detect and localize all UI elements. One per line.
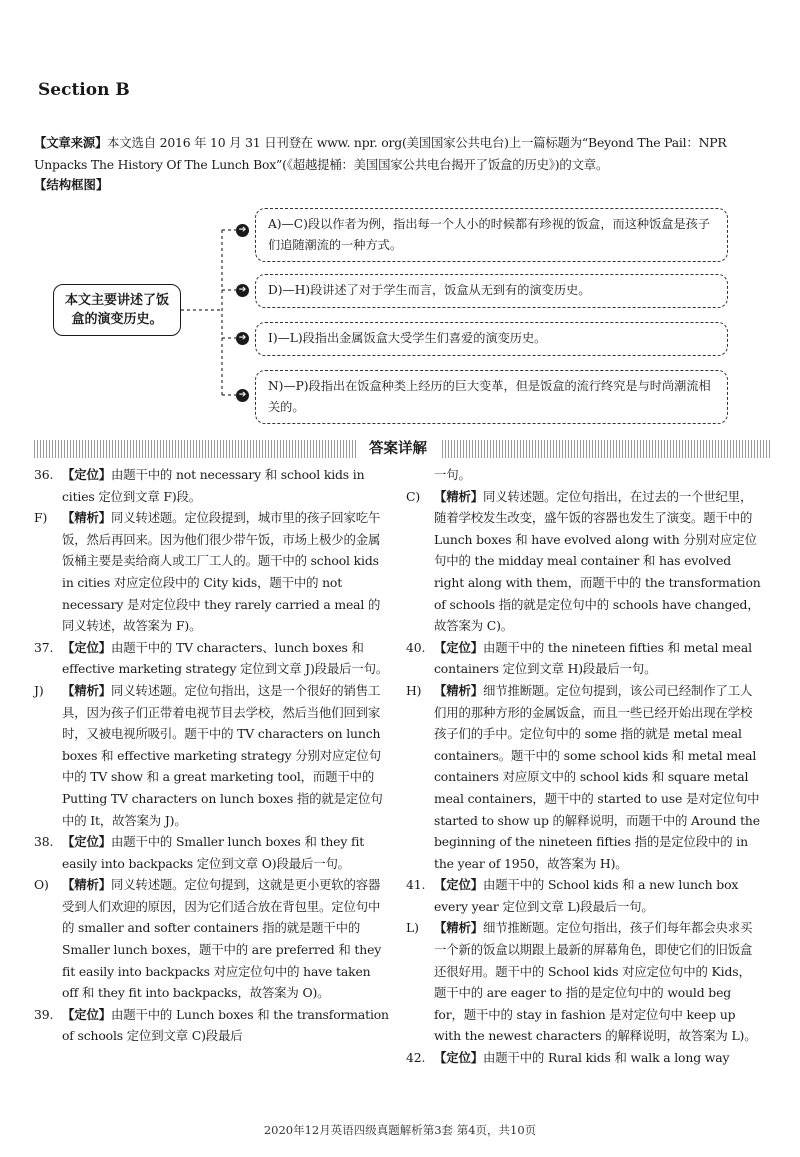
entry-number: J) <box>34 682 44 698</box>
entry-text: 由题干中的 Smaller lunch boxes 和 they fit easily into backpacks 定位到文章 O)段最后一句。 <box>62 834 365 871</box>
framework-branch: A)—C)段以作者为例，指出每一个人小的时候都有珍视的饭盒，而这种饭盒是孩子们追随潮流的一种方式。 <box>255 208 728 262</box>
entry-number: 42. <box>406 1050 426 1066</box>
framework-branch: I)—L)段指出金属饭盒大受学生们喜爱的演变历史。 <box>255 322 728 356</box>
entry-text: 同义转述题。定位句指出，在过去的一个世纪里，随着学校发生改变，盛午饭的容器也发生了演变。题干中的 Lunch boxes 和 have evolved along with 分别对应定位句中的 the midday meal container 和 has evolved right along with them，而题干中的 the transformation of schools 指的就是定位句中的 schools have changed，故答案为 C)。 <box>434 488 761 634</box>
entry-number: H) <box>406 682 422 698</box>
entry-tag: 【精析】 <box>62 510 111 526</box>
entry-text: 由题干中的 Rural kids 和 walk a long way <box>482 1050 730 1066</box>
answer-entry <box>406 486 762 637</box>
entry-tag: 【精析】 <box>434 920 483 936</box>
entry-number: L) <box>406 920 419 936</box>
source-text: 本文选自 2016 年 10 月 31 日刊登在 www. npr. org(美国国家公共电台)上一篇标题为“Beyond The Pail：NPR Unpacks The History Of The Lunch Box”(《超越提桶：美国国家公共电台揭开了饭盒的历史》)的文章。 <box>34 135 727 172</box>
framework-heading: 【结构框图】 <box>34 177 109 192</box>
entry-tag: 【定位】 <box>62 639 111 655</box>
entry-tag: 【精析】 <box>62 877 111 893</box>
entry-text: 细节推断题。定位句提到，该公司已经制作了工人们用的那种方形的金属饭盒，而且一些已经开始出现在学校孩子们的手中。定位句中的 some 指的就是 metal meal containers。题干中的 some school kids 和 metal meal containers 对应原文中的 school kids 和 square metal meal containers，题干中的 started to use 是对定位句中 started to show up 的解释说明，而题干中的 Around the beginning of the nineteen fifties 指的是定位段中的 in the year of 1950，故答案为 H)。 <box>434 682 760 871</box>
answer-entry <box>406 874 762 917</box>
answer-entry <box>34 1004 390 1047</box>
entry-number: 36. <box>34 467 54 482</box>
entry-text: 一句。 <box>434 467 471 482</box>
arrow-icon: ➔ <box>236 332 249 345</box>
entry-tag: 【精析】 <box>434 682 483 698</box>
answer-entry <box>34 507 390 637</box>
entry-number: F) <box>34 510 48 526</box>
answer-entry <box>34 464 390 507</box>
entry-number: O) <box>34 877 49 893</box>
entry-text: 由题干中的 Lunch boxes 和 the transformation of schools 定位到文章 C)段最后 <box>62 1006 389 1044</box>
entry-text: 同义转述题。定位段提到，城市里的孩子回家吃午饭，然后再回来。因为他们很少带午饭，市场上极少的金属饭桶主要是卖给商人或工厂工人的。题干中的 school kids in cities 对应定位段中的 City kids，题干中的 not necessary 是对定位段中 they rarely carried a meal 的同义转述，故答案为 F)。 <box>62 510 381 634</box>
framework-summary: 本文主要讲述了饭盒的演变历史。 <box>53 284 181 336</box>
source-tag: 【文章来源】 <box>34 135 108 150</box>
entry-text: 由题干中的 TV characters、lunch boxes 和 effective marketing strategy 定位到文章 J)段最后一句。 <box>62 639 389 677</box>
entry-tag: 【定位】 <box>62 467 111 482</box>
page-footer: 2020年12月英语四级真题解析第3套 第4页，共10页 <box>263 1123 537 1137</box>
entry-tag: 【定位】 <box>434 1050 483 1066</box>
answer-entry <box>34 680 390 831</box>
left-column <box>34 464 390 1047</box>
answer-entry <box>406 680 762 874</box>
answers-heading: 答案详解 <box>356 438 440 460</box>
entry-number: 38. <box>34 834 54 850</box>
entry-text: 细节推断题。定位句指出，孩子们每年都会央求买一个新的饭盒以期跟上最新的屏幕角色，即使它们的旧饭盒还很好用。题干中的 School kids 对应定位句中的 Kids，题干中的 are eager to 指的是定位句中的 would beg for，题干中的 stay in fashion 是对定位句中 keep up with the newest characters 的解释说明，故答案为 L)。 <box>434 920 757 1044</box>
answer-entry-continuation <box>406 464 762 486</box>
entry-text: 同义转述题。定位句指出，这是一个很好的销售工具，因为孩子们正带着电视节目去学校，然后当他们回到家时，又被电视所吸引。题干中的 TV characters on lunch boxes 和 effective marketing strategy 分别对应定位句中的 TV show 和 a great marketing tool，而题干中的 Putting TV characters on lunch boxes 指的就是定位句中的 It，故答案为 J)。 <box>62 682 383 828</box>
answer-entry <box>34 874 390 1004</box>
arrow-icon: ➔ <box>236 224 249 237</box>
entry-tag: 【定位】 <box>62 1006 111 1022</box>
entry-number: 41. <box>406 877 426 893</box>
entry-text: 由题干中的 the nineteen fifties 和 metal meal containers 定位到文章 H)段最后一句。 <box>434 639 752 677</box>
entry-text: 同义转述题。定位句提到，这就是更小更软的容器受到人们欢迎的原因，因为它们适合放在背包里。定位句中的 smaller and softer containers 指的就是题干中的 Smaller lunch boxes，题干中的 are preferred 和 they fit easily into backpacks 对应定位句中的 have taken off 和 they fit into backpacks，故答案为 O)。 <box>62 877 382 1001</box>
entry-number: 37. <box>34 639 54 655</box>
arrow-icon: ➔ <box>236 389 249 402</box>
entry-text: 由题干中的 School kids 和 a new lunch box every year 定位到文章 L)段最后一句。 <box>434 877 739 914</box>
answer-entry <box>34 637 390 680</box>
framework-branch: N)—P)段指出在饭盒种类上经历的巨大变革，但是饭盒的流行终究是与时尚潮流相关的。 <box>255 370 728 424</box>
framework-branch: D)—H)段讲述了对于学生而言，饭盒从无到有的演变历史。 <box>255 274 728 308</box>
right-column <box>406 464 762 1069</box>
answer-entry <box>34 831 390 874</box>
entry-tag: 【定位】 <box>434 877 483 893</box>
entry-number: 39. <box>34 1006 54 1022</box>
section-title: Section B <box>38 80 130 100</box>
entry-tag: 【精析】 <box>434 488 483 504</box>
answer-entry <box>406 917 762 1047</box>
arrow-icon: ➔ <box>236 284 249 297</box>
answer-entry <box>406 1047 762 1069</box>
entry-tag: 【定位】 <box>434 639 483 655</box>
entry-text: 由题干中的 not necessary 和 school kids in cities 定位到文章 F)段。 <box>62 467 365 504</box>
entry-number: C) <box>406 488 421 504</box>
answer-entry <box>406 637 762 680</box>
entry-tag: 【精析】 <box>62 682 111 698</box>
entry-number: 40. <box>406 639 426 655</box>
entry-tag: 【定位】 <box>62 834 111 850</box>
